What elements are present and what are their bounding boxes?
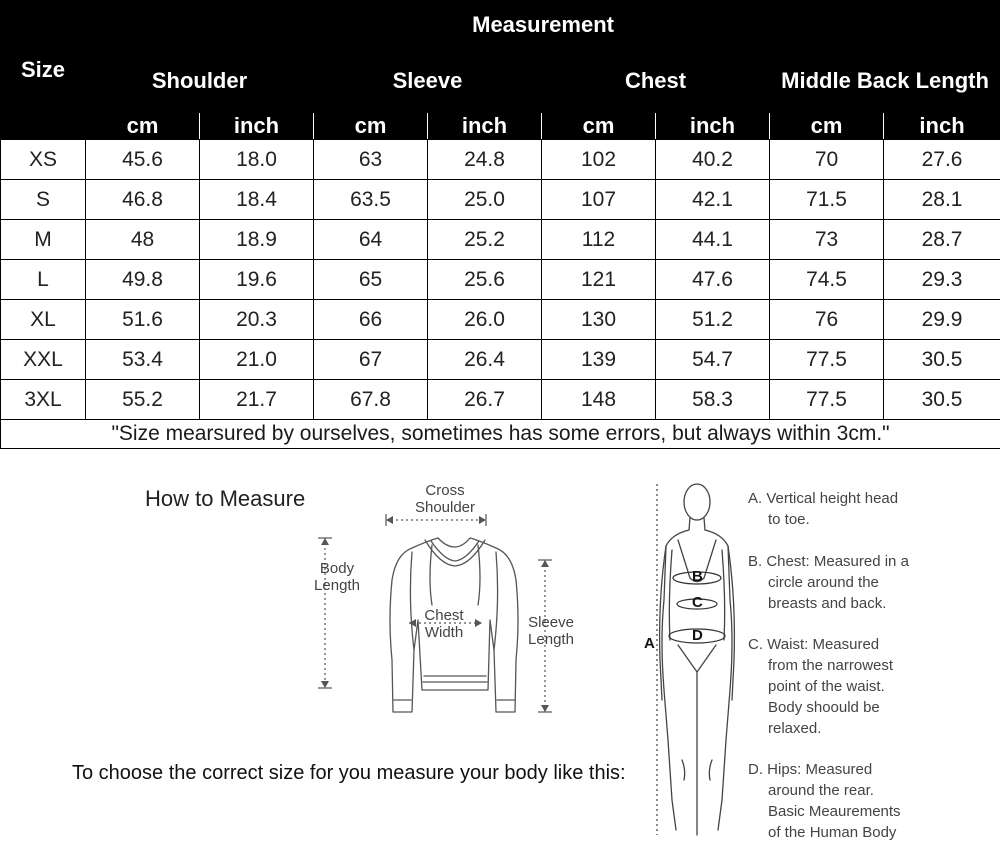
instruction-line: breasts and back.	[768, 595, 887, 612]
how-to-measure-title: How to Measure	[145, 486, 306, 511]
sleeve-header: Sleeve	[314, 50, 542, 113]
instruction-line: C. Waist: Measured	[748, 636, 880, 653]
measurement-cell: 40.2	[656, 140, 770, 180]
measurement-cell: 26.7	[428, 380, 542, 420]
measurement-cell: 67	[314, 340, 428, 380]
measurement-cell: 66	[314, 300, 428, 340]
measurement-cell: 47.6	[656, 260, 770, 300]
figure-label-c: C	[692, 594, 703, 611]
unit-header: cm	[542, 113, 656, 140]
size-cell: 3XL	[1, 380, 86, 420]
body-length-label-line: Body	[319, 560, 355, 577]
measurement-cell: 18.0	[200, 140, 314, 180]
measurement-cell: 70	[770, 140, 884, 180]
measurement-cell: 29.9	[884, 300, 1000, 340]
measurement-cell: 58.3	[656, 380, 770, 420]
measurement-cell: 63.5	[314, 180, 428, 220]
measurement-cell: 25.0	[428, 180, 542, 220]
instruction-line: Body shoould be	[768, 699, 880, 716]
measurement-cell: 67.8	[314, 380, 428, 420]
instruction-d	[748, 759, 968, 843]
measurement-cell: 53.4	[86, 340, 200, 380]
unit-header: cm	[314, 113, 428, 140]
measurement-cell: 139	[542, 340, 656, 380]
measurement-cell: 63	[314, 140, 428, 180]
measurement-cell: 29.3	[884, 260, 1000, 300]
measurement-cell: 102	[542, 140, 656, 180]
unit-header: inch	[428, 113, 542, 140]
measurement-cell: 30.5	[884, 380, 1000, 420]
measurement-cell: 46.8	[86, 180, 200, 220]
measurement-cell: 48	[86, 220, 200, 260]
measurement-cell: 25.2	[428, 220, 542, 260]
measurement-cell: 49.8	[86, 260, 200, 300]
instruction-line: A. Vertical height head	[748, 490, 899, 507]
measurement-cell: 71.5	[770, 180, 884, 220]
size-cell: XXL	[1, 340, 86, 380]
size-column-header: Size	[1, 1, 86, 140]
figure-label-b: B	[692, 568, 703, 585]
measurement-cell: 107	[542, 180, 656, 220]
measurement-cell: 73	[770, 220, 884, 260]
measurement-cell: 44.1	[656, 220, 770, 260]
measurement-cell: 20.3	[200, 300, 314, 340]
measurement-cell: 28.1	[884, 180, 1000, 220]
measurement-cell: 27.6	[884, 140, 1000, 180]
unit-header: inch	[200, 113, 314, 140]
instruction-line: of the Human Body	[768, 824, 897, 841]
instruction-line: Basic Meaurements	[768, 803, 901, 820]
measurement-cell: 21.0	[200, 340, 314, 380]
cross-shoulder-label-line: Shoulder	[414, 499, 476, 516]
instruction-line: around the rear.	[768, 782, 874, 799]
measurement-header: Measurement	[86, 1, 1000, 50]
unit-header: inch	[884, 113, 1000, 140]
measurement-cell: 18.4	[200, 180, 314, 220]
measurement-cell: 130	[542, 300, 656, 340]
measurement-cell: 24.8	[428, 140, 542, 180]
measurement-cell: 54.7	[656, 340, 770, 380]
instruction-line: to toe.	[768, 511, 810, 528]
size-cell: XS	[1, 140, 86, 180]
size-cell: M	[1, 220, 86, 260]
shoulder-header: Shoulder	[86, 50, 314, 113]
body-length-label-line: Length	[314, 577, 360, 594]
size-cell: XL	[1, 300, 86, 340]
unit-header: cm	[86, 113, 200, 140]
chest-width-label-line: Chest	[424, 607, 464, 624]
measurement-cell: 51.2	[656, 300, 770, 340]
size-cell: S	[1, 180, 86, 220]
chest-header: Chest	[542, 50, 770, 113]
middle-back-length-header: Middle Back Length	[770, 50, 1000, 113]
sleeve-length-label-line: Sleeve	[528, 614, 574, 631]
measurement-cell: 51.6	[86, 300, 200, 340]
instruction-c	[748, 634, 968, 739]
measurement-cell: 28.7	[884, 220, 1000, 260]
measurement-cell: 77.5	[770, 340, 884, 380]
figure-label-a: A	[644, 635, 655, 652]
measurement-cell: 45.6	[86, 140, 200, 180]
measurement-cell: 18.9	[200, 220, 314, 260]
instruction-line: circle around the	[768, 574, 879, 591]
sleeve-length-label-line: Length	[528, 631, 574, 648]
measurement-cell: 148	[542, 380, 656, 420]
measurement-cell: 19.6	[200, 260, 314, 300]
measurement-cell: 74.5	[770, 260, 884, 300]
instruction-line: D. Hips: Measured	[748, 761, 873, 778]
chest-width-label-line: Width	[424, 624, 464, 641]
unit-header: inch	[656, 113, 770, 140]
measurement-cell: 26.4	[428, 340, 542, 380]
instruction-a	[748, 488, 968, 530]
table-note: "Size mearsured by ourselves, sometimes has some errors, but always within 3cm."	[1, 420, 1000, 449]
size-cell: L	[1, 260, 86, 300]
measure-tip: To choose the correct size for you measure your body like this:	[72, 762, 626, 784]
measurement-cell: 112	[542, 220, 656, 260]
measurement-cell: 77.5	[770, 380, 884, 420]
measurement-cell: 21.7	[200, 380, 314, 420]
instruction-b	[748, 551, 968, 614]
measurement-cell: 76	[770, 300, 884, 340]
instruction-line: point of the waist.	[768, 678, 885, 695]
measurement-cell: 55.2	[86, 380, 200, 420]
instruction-line: relaxed.	[768, 720, 822, 737]
measurement-cell: 65	[314, 260, 428, 300]
unit-header: cm	[770, 113, 884, 140]
cross-shoulder-label-line: Cross	[425, 482, 465, 499]
measurement-cell: 30.5	[884, 340, 1000, 380]
measurement-cell: 121	[542, 260, 656, 300]
figure-label-d: D	[692, 627, 703, 644]
measurement-cell: 64	[314, 220, 428, 260]
measurement-cell: 25.6	[428, 260, 542, 300]
instruction-line: from the narrowest	[768, 657, 894, 674]
instruction-line: B. Chest: Measured in a	[748, 553, 909, 570]
measurement-cell: 26.0	[428, 300, 542, 340]
measurement-cell: 42.1	[656, 180, 770, 220]
